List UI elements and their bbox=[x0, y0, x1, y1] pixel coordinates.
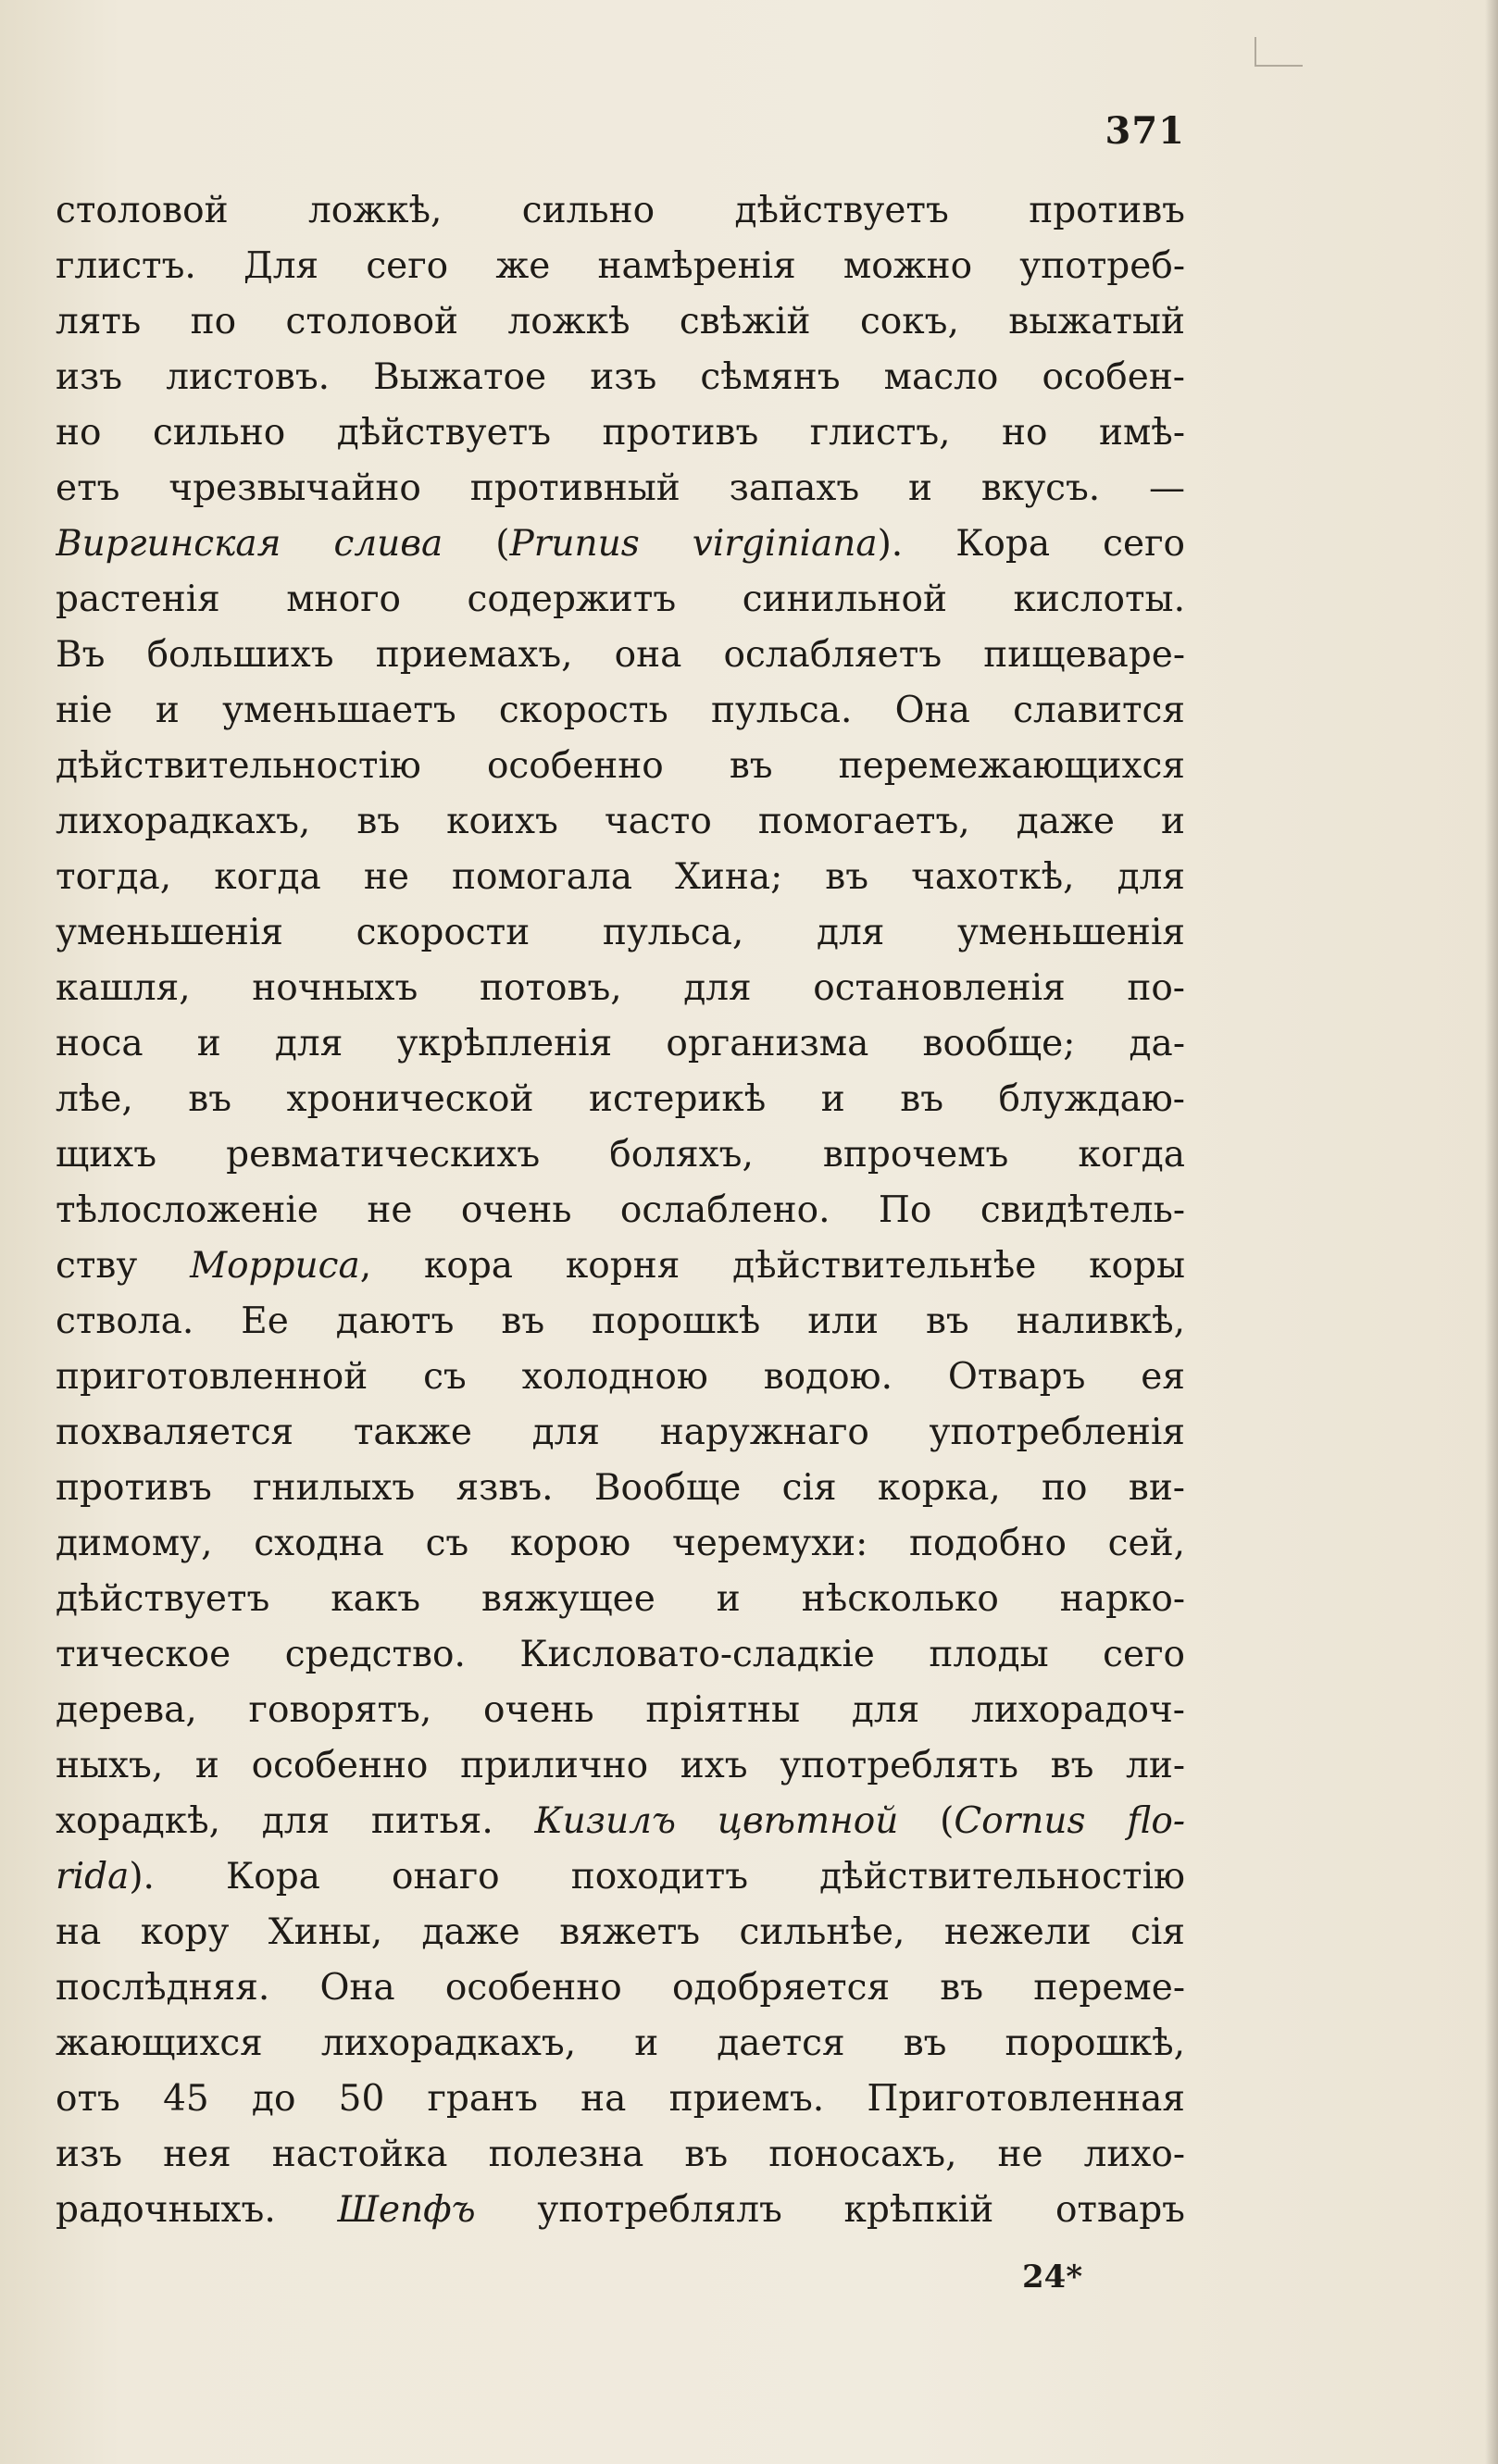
italic-text-segment: rida bbox=[56, 1856, 130, 1898]
text-segment: тическое средство. Кисловато-сладкіе плоды сего bbox=[56, 1634, 1185, 1675]
text-line bbox=[56, 850, 1185, 905]
text-line bbox=[56, 350, 1185, 405]
text-segment: но сильно дѣйствуетъ противъ глистъ, но имѣ- bbox=[56, 412, 1185, 454]
text-segment: растенія много содержитъ синильной кислоты. bbox=[56, 579, 1185, 620]
text-line bbox=[56, 1016, 1185, 1072]
text-segment: тогда, когда не помогала Хина; въ чахоткѣ, для bbox=[56, 856, 1185, 898]
text-segment: изъ листовъ. Выжатое изъ сѣмянъ масло особен- bbox=[56, 356, 1185, 398]
text-line bbox=[56, 1405, 1185, 1461]
text-segment: столовой ложкѣ, сильно дѣйствуетъ противъ bbox=[56, 190, 1185, 231]
text-line bbox=[56, 1683, 1185, 1738]
text-segment: дѣйствуетъ какъ вяжущее и нѣсколько нарко- bbox=[56, 1578, 1185, 1620]
text-line bbox=[56, 1183, 1185, 1238]
text-segment: тѣлосложеніе не очень ослаблено. По свидѣтель- bbox=[56, 1189, 1185, 1231]
text-line bbox=[56, 461, 1185, 516]
text-line bbox=[56, 1350, 1185, 1405]
body-text bbox=[56, 183, 1185, 2238]
text-segment: отъ 45 до 50 гранъ на приемъ. Приготовленная bbox=[56, 2078, 1185, 2120]
text-line bbox=[56, 961, 1185, 1016]
text-segment: ). Кора сего bbox=[877, 523, 1185, 565]
text-segment: ныхъ, и особенно прилично ихъ употреблять въ ли- bbox=[56, 1745, 1185, 1786]
text-segment: радочныхъ. bbox=[56, 2189, 338, 2231]
text-segment: уменьшенія скорости пульса, для уменьшенія bbox=[56, 912, 1185, 953]
text-segment: глистъ. Для сего же намѣренія можно употреб- bbox=[56, 245, 1185, 287]
text-line bbox=[56, 1127, 1185, 1183]
text-line bbox=[56, 628, 1185, 683]
text-segment: ствола. Ее даютъ въ порошкѣ или въ наливкѣ, bbox=[56, 1300, 1185, 1342]
text-line bbox=[56, 1294, 1185, 1350]
text-segment: щихъ ревматическихъ боляхъ, впрочемъ когда bbox=[56, 1134, 1185, 1176]
text-line bbox=[56, 2183, 1185, 2238]
italic-text-segment: Cornus flo- bbox=[954, 1800, 1185, 1842]
text-segment: хорадкѣ, для питья. bbox=[56, 1800, 535, 1842]
text-line bbox=[56, 516, 1185, 572]
italic-text-segment: Морриса bbox=[190, 1245, 360, 1287]
text-segment: лять по столовой ложкѣ свѣжій сокъ, выжатый bbox=[56, 301, 1185, 342]
text-segment: жающихся лихорадкахъ, и дается въ порошкѣ, bbox=[56, 2022, 1185, 2064]
text-segment: изъ нея настойка полезна въ поносахъ, не лихо- bbox=[56, 2134, 1185, 2175]
text-segment: дерева, говорятъ, очень пріятны для лихорадоч- bbox=[56, 1689, 1185, 1731]
text-segment: ( bbox=[898, 1800, 955, 1842]
italic-text-segment: Шепфъ bbox=[337, 2189, 476, 2231]
text-line bbox=[56, 1072, 1185, 1127]
text-segment: дѣйствительностію особенно въ перемежающихся bbox=[56, 745, 1185, 787]
text-segment: етъ чрезвычайно противный запахъ и вкусъ. — bbox=[56, 467, 1185, 509]
text-segment: лѣе, въ хронической истерикѣ и въ блуждаю- bbox=[56, 1078, 1185, 1120]
page-number: 371 bbox=[1105, 109, 1185, 153]
text-line bbox=[56, 1738, 1185, 1794]
text-segment: лихорадкахъ, въ коихъ часто помогаетъ, даже и bbox=[56, 801, 1185, 842]
text-line bbox=[56, 1572, 1185, 1627]
text-line bbox=[56, 1960, 1185, 2016]
text-segment: на кору Хины, даже вяжетъ сильнѣе, нежели сія bbox=[56, 1911, 1185, 1953]
text-segment: ніе и уменьшаетъ скорость пульса. Она славится bbox=[56, 690, 1185, 731]
text-line bbox=[56, 905, 1185, 961]
text-line bbox=[56, 794, 1185, 850]
text-line bbox=[56, 572, 1185, 628]
text-line bbox=[56, 1794, 1185, 1849]
text-segment: противъ гнилыхъ язвъ. Вообще сія корка, по ви- bbox=[56, 1467, 1185, 1509]
text-segment: ( bbox=[443, 523, 510, 565]
text-line bbox=[56, 1905, 1185, 1960]
text-line bbox=[56, 2127, 1185, 2183]
text-segment: Въ большихъ приемахъ, она ослабляетъ пищеваре- bbox=[56, 634, 1185, 676]
text-line bbox=[56, 239, 1185, 294]
text-segment: , кора корня дѣйствительнѣе коры bbox=[359, 1245, 1185, 1287]
text-line bbox=[56, 2016, 1185, 2072]
text-segment: похваляется также для наружнаго употребленія bbox=[56, 1412, 1185, 1453]
text-line bbox=[56, 683, 1185, 739]
text-line bbox=[56, 1238, 1185, 1294]
text-segment: носа и для укрѣпленія организма вообще; да- bbox=[56, 1023, 1185, 1064]
text-segment: послѣдняя. Она особенно одобряется въ переме- bbox=[56, 1967, 1185, 2009]
text-line bbox=[56, 1461, 1185, 1516]
text-segment: кашля, ночныхъ потовъ, для остановленія по- bbox=[56, 967, 1185, 1009]
italic-text-segment: Кизилъ цвѣтной bbox=[534, 1800, 899, 1842]
text-line bbox=[56, 1627, 1185, 1683]
text-line bbox=[56, 2072, 1185, 2127]
printer-signature-mark: 24* bbox=[1022, 2259, 1083, 2296]
text-line bbox=[56, 294, 1185, 350]
text-segment: ству bbox=[56, 1245, 191, 1287]
text-segment: приготовленной съ холодною водою. Отваръ ея bbox=[56, 1356, 1185, 1398]
text-line bbox=[56, 1516, 1185, 1572]
text-line bbox=[56, 405, 1185, 461]
corner-pencil-mark bbox=[1255, 37, 1303, 67]
text-segment: употреблялъ крѣпкій отваръ bbox=[475, 2189, 1185, 2231]
text-segment: димому, сходна съ корою черемухи: подобно сей, bbox=[56, 1523, 1185, 1564]
italic-text-segment: Виргинская слива bbox=[56, 523, 443, 565]
text-line bbox=[56, 183, 1185, 239]
italic-text-segment: Prunus virginiana bbox=[509, 523, 878, 565]
text-line bbox=[56, 1849, 1185, 1905]
text-segment: ). Кора онаго походитъ дѣйствительностію bbox=[129, 1856, 1185, 1898]
text-line bbox=[56, 739, 1185, 794]
page-edge-shadow bbox=[1485, 0, 1498, 2464]
